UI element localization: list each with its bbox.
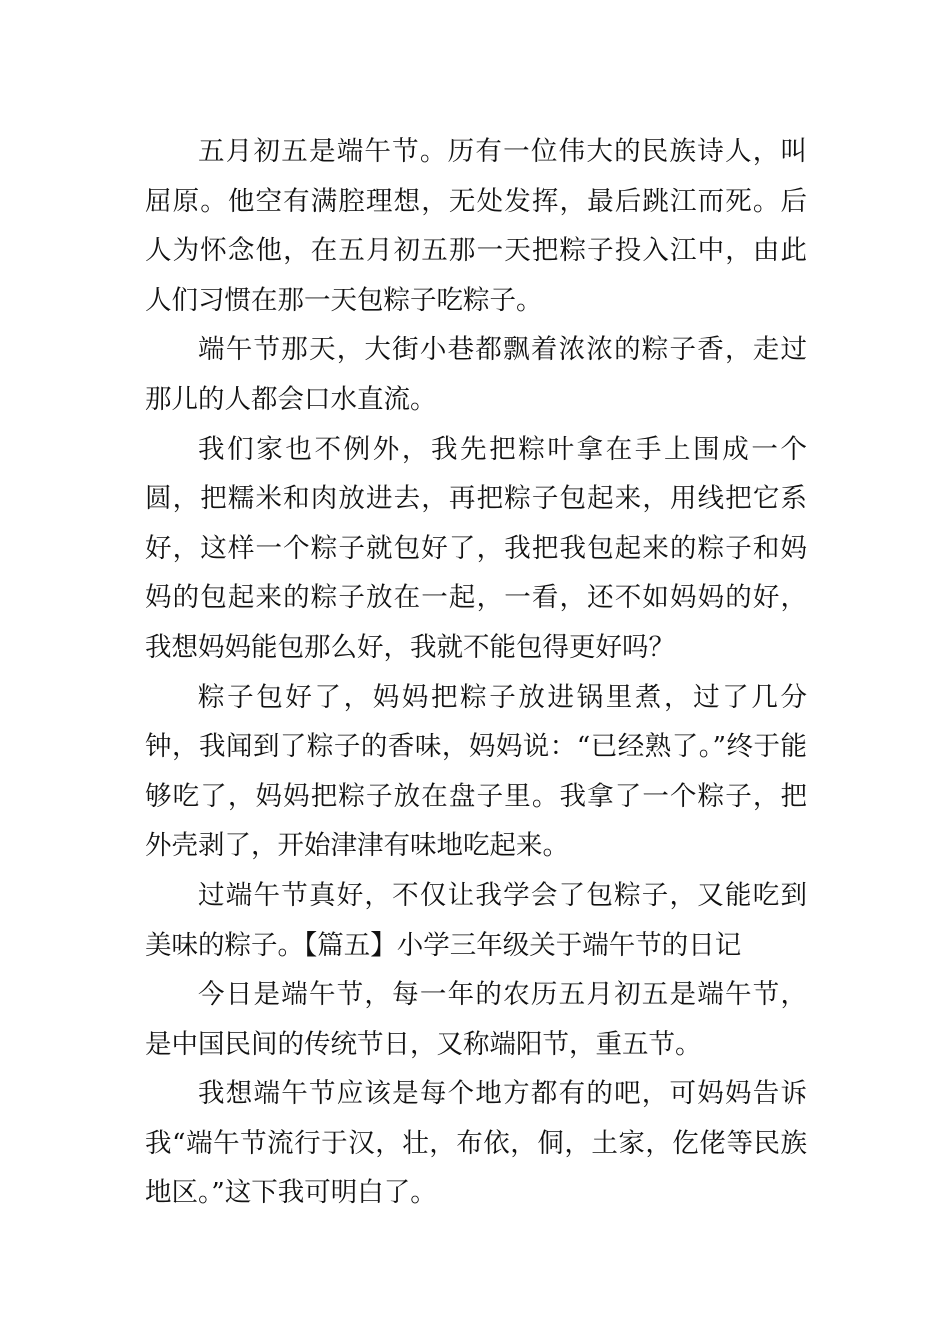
paragraph-2: 端午节那天，大街小巷都飘着浓浓的粽子香，走过那儿的人都会口水直流。 <box>145 334 807 415</box>
paragraph-6: 今日是端午节，每一年的农历五月初五是端午节，是中国民间的传统节日，又称端阳节，重五节。 <box>145 979 807 1060</box>
paragraph-7: 我想端午节应该是每个地方都有的吧，可妈妈告诉我“端午节流行于汉，壮，布依，侗，土家，仡佬等民族地区。”这下我可明白了。 <box>145 1078 807 1209</box>
paragraph-1: 五月初五是端午节。历有一位伟大的民族诗人，叫屈原。他空有满腔理想，无处发挥，最后跳江而死。后人为怀念他，在五月初五那一天把粽子投入江中，由此人们习惯在那一天包粽子吃粽子。 <box>145 136 807 316</box>
document-body <box>145 127 807 1218</box>
paragraph-3: 我们家也不例外，我先把粽叶拿在手上围成一个圆，把糯米和肉放进去，再把粽子包起来，用线把它系好，这样一个粽子就包好了，我把我包起来的粽子和妈妈的包起来的粽子放在一起，一看，还不如妈妈的好，我想妈妈能包那么好，我就不能包得更好吗？ <box>145 433 807 663</box>
paragraph-5: 过端午节真好，不仅让我学会了包粽子，又能吃到美味的粽子。【篇五】小学三年级关于端午节的日记 <box>145 879 807 961</box>
paragraph-4: 粽子包好了，妈妈把粽子放进锅里煮，过了几分钟，我闻到了粽子的香味，妈妈说：“已经熟了。”终于能够吃了，妈妈把粽子放在盘子里。我拿了一个粽子，把外壳剥了，开始津津有味地吃起来。 <box>145 681 807 862</box>
